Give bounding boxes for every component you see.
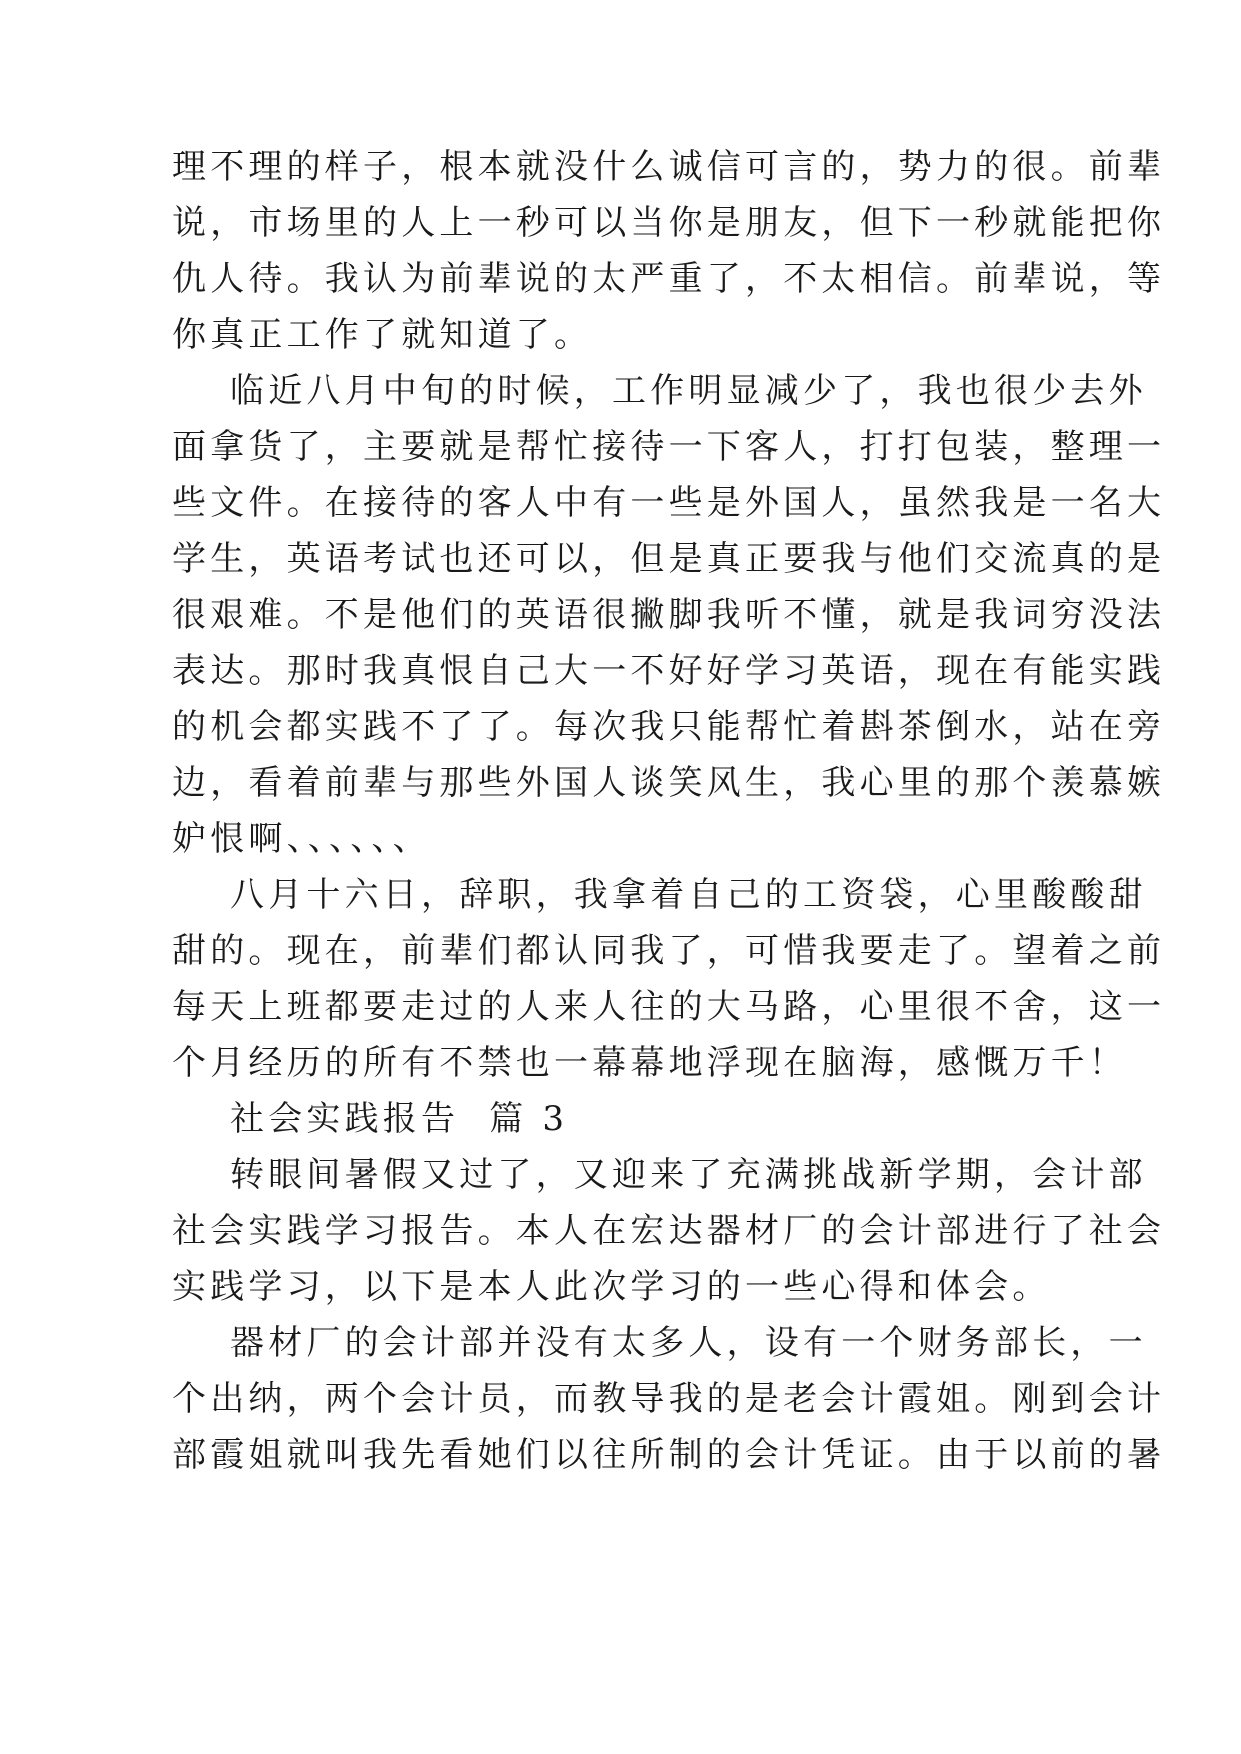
- text-line: 器材厂的会计部并没有太多人，设有一个财务部长，一: [230, 1323, 1147, 1363]
- text-line: 实践学习，以下是本人此次学习的一些心得和体会。: [172, 1267, 1051, 1307]
- text-line: 每天上班都要走过的人来人往的大马路，心里很不舍，这一: [172, 987, 1166, 1027]
- text-line: 你真正工作了就知道了。: [172, 315, 593, 355]
- text-line: 甜的。现在，前辈们都认同我了，可惜我要走了。望着之前: [172, 931, 1166, 971]
- text-line: 说，市场里的人上一秒可以当你是朋友，但下一秒就能把你: [172, 203, 1166, 243]
- text-line: 些文件。在接待的客人中有一些是外国人，虽然我是一名大: [172, 483, 1166, 523]
- text-line: 个出纳，两个会计员，而教导我的是老会计霞姐。刚到会计: [172, 1379, 1166, 1419]
- text-line: 社会实践学习报告。本人在宏达器材厂的会计部进行了社会: [172, 1211, 1166, 1251]
- text-line: 边，看着前辈与那些外国人谈笑风生，我心里的那个羡慕嫉: [172, 763, 1166, 803]
- text-line: 理不理的样子，根本就没什么诚信可言的，势力的很。前辈: [172, 147, 1166, 187]
- text-line: 仇人待。我认为前辈说的太严重了，不太相信。前辈说，等: [172, 259, 1166, 299]
- text-line: 临近八月中旬的时候，工作明显减少了，我也很少去外: [230, 371, 1147, 411]
- text-line: 个月经历的所有不禁也一幕幕地浮现在脑海，感慨万千！: [172, 1043, 1127, 1083]
- text-line: 八月十六日，辞职，我拿着自己的工资袋，心里酸酸甜: [230, 875, 1147, 915]
- text-line: 妒恨啊、、、、、、: [172, 819, 431, 859]
- text-line: 学生，英语考试也还可以，但是真正要我与他们交流真的是: [172, 539, 1166, 579]
- text-line: 表达。那时我真恨自己大一不好好学习英语，现在有能实践: [172, 651, 1166, 691]
- text-line: 部霞姐就叫我先看她们以往所制的会计凭证。由于以前的暑: [172, 1435, 1166, 1475]
- text-line: 面拿货了，主要就是帮忙接待一下客人，打打包装，整理一: [172, 427, 1166, 467]
- text-line: 的机会都实践不了了。每次我只能帮忙着斟茶倒水，站在旁: [172, 707, 1166, 747]
- section-heading: 社会实践报告 篇 3: [230, 1099, 569, 1139]
- text-line: 很艰难。不是他们的英语很撇脚我听不懂，就是我词穷没法: [172, 595, 1166, 635]
- text-line: 转眼间暑假又过了，又迎来了充满挑战新学期，会计部: [230, 1155, 1147, 1195]
